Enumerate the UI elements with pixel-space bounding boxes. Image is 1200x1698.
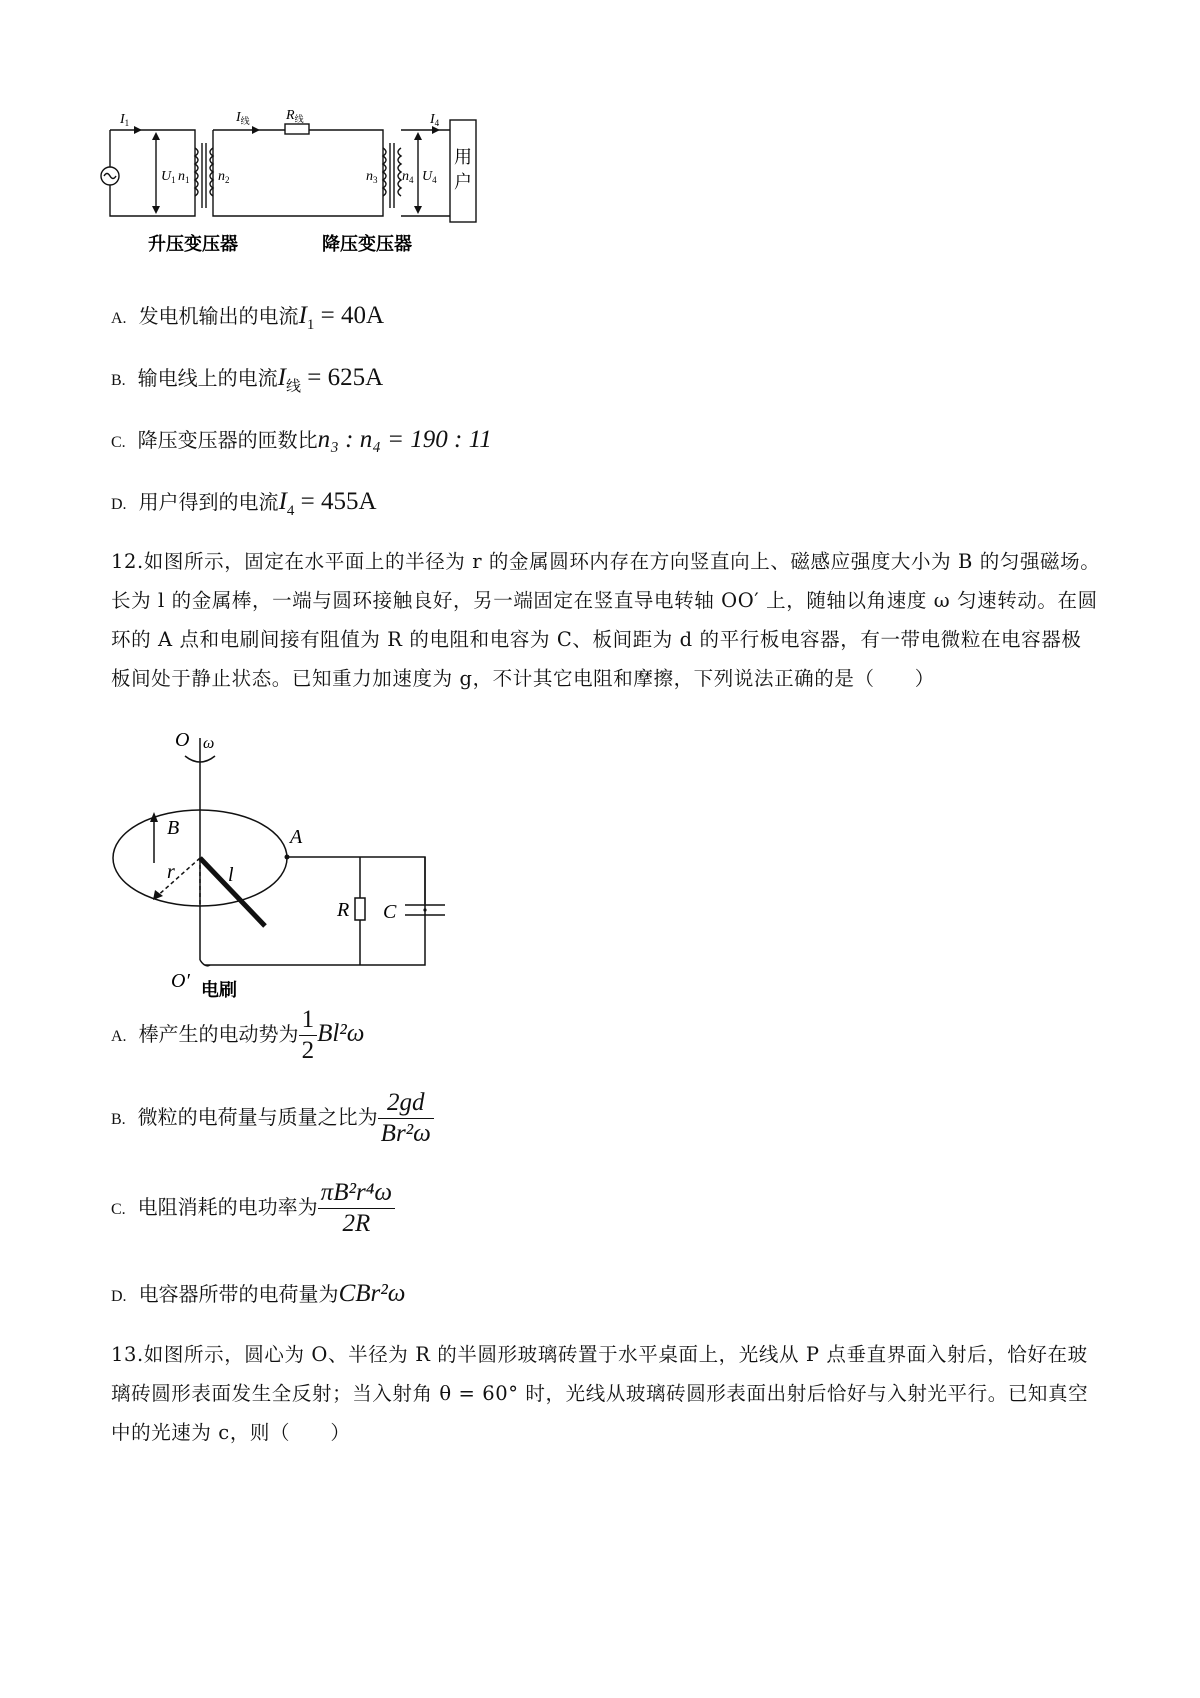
label-brush: 电刷: [201, 980, 237, 1000]
rotating-rod-diagram: [105, 728, 455, 1008]
q11-option-d[interactable]: D. 用户得到的电流$I_4 = 455A$: [111, 488, 377, 519]
label-n1: $n_1$: [178, 169, 190, 185]
q12-option-a[interactable]: A. 棒产生的电动势为 $\frac{1}{2}$ Bl²ω: [111, 1006, 365, 1064]
label-A: A: [290, 826, 303, 848]
q11-option-c[interactable]: C. 降压变压器的匝数比n₃ : n₄ = 190 : 11: [111, 426, 492, 453]
label-O-prime: O′: [171, 970, 190, 992]
label-n3: $n_3$: [366, 169, 378, 185]
q13-stem: 13.如图所示，圆心为 O、半径为 R 的半圆形玻璃砖置于水平桌面上，光线从 P 点垂直界面入射后，恰好在玻璃砖圆形表面发生全反射；当入射角 θ = 60° 时，光线从玻璃砖圆形表面出射后恰好与入射光平行。已知真空中的光速为 c，则（ ）: [111, 1343, 1089, 1444]
label-l: l: [228, 864, 234, 886]
label-O: O: [175, 729, 190, 751]
q12-option-c[interactable]: C. 电阻消耗的电功率为 $\frac{\text{πB²r⁴ω}}{2R}$: [111, 1178, 395, 1239]
label-n2: $n_2$: [218, 169, 230, 185]
q12-option-d[interactable]: D. 电容器所带的电荷量为CBr²ω: [111, 1280, 406, 1307]
q11-option-b[interactable]: B. 输电线上的电流$I_线 = 625A$: [111, 364, 384, 395]
label-I1: $I_1$: [120, 112, 130, 128]
user-label-bottom: 户: [454, 172, 472, 192]
q12-stem: 12.如图所示，固定在水平面上的半径为 r 的金属圆环内存在方向竖直向上、磁感应强度大小为 B 的匀强磁场。长为 l 的金属棒，一端与圆环接触良好，另一端固定在竖直导电转轴 OO′ 上，随轴以角速度 ω 匀速转动。在圆环的 A 点和电刷间接有阻值为 R 的电阻和电容为 C、板间距为 d 的平行板电容器，有一带电微粒在电容器极板间处于静止状态。已知重力加速度为 g，不计其它电阻和摩擦，下列说法正确的是（ ）: [111, 550, 1101, 690]
user-label-top: 用: [454, 147, 472, 167]
label-R-line: $R_线$: [286, 108, 304, 124]
label-C: C: [383, 901, 397, 923]
label-I4: $I_4$: [430, 112, 440, 128]
step-up-label: 升压变压器: [148, 234, 238, 254]
label-B: B: [167, 817, 180, 839]
label-omega: ω: [203, 735, 215, 752]
q12-option-b[interactable]: B. 微粒的电荷量与质量之比为 $\frac{2gd}{\text{Br²ω}}$: [111, 1088, 434, 1149]
q11-option-a[interactable]: A. 发电机输出的电流$I_1 = 40A$: [111, 302, 385, 333]
step-down-label: 降压变压器: [322, 234, 412, 254]
label-U4: $U_4$: [422, 169, 437, 185]
label-U1: $U_1$: [161, 169, 176, 185]
label-R: R: [337, 899, 350, 921]
label-I-line: $I_线$: [236, 110, 250, 126]
label-n4: $n_4$: [402, 169, 414, 185]
transformer-circuit-diagram: [100, 108, 540, 273]
label-r: r: [167, 861, 175, 883]
